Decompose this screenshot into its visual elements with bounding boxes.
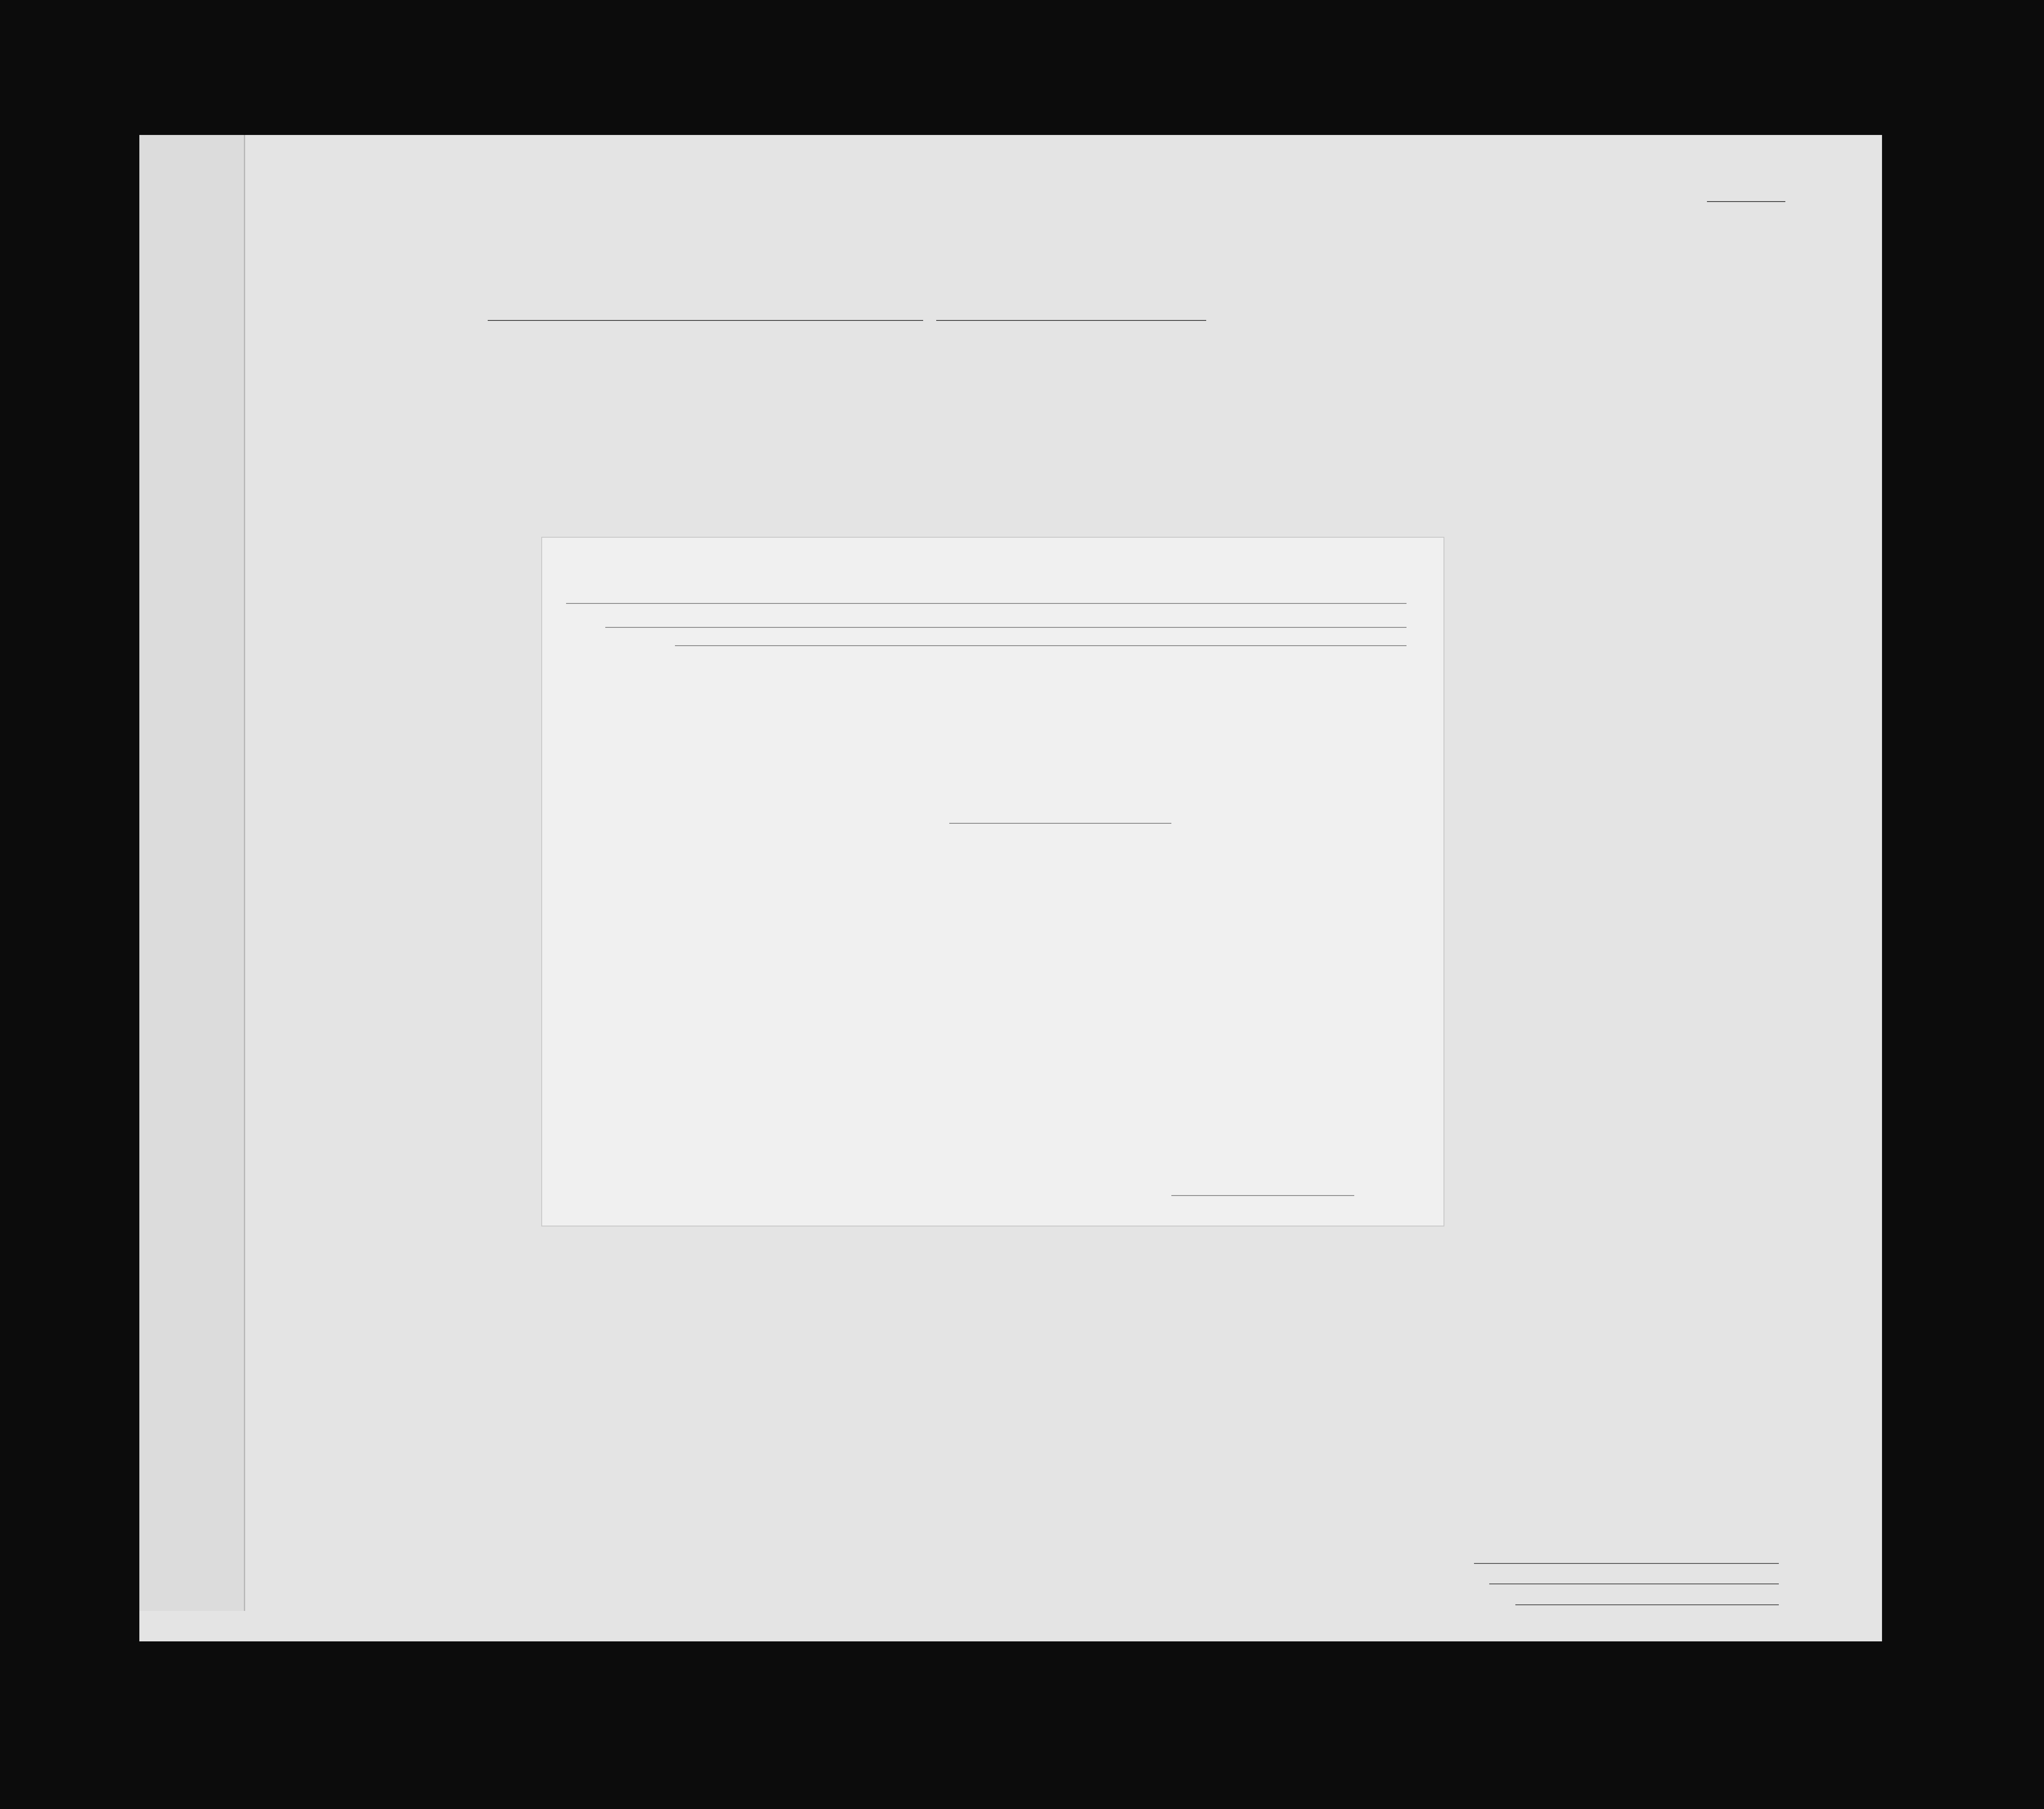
signature-line [1171, 1195, 1354, 1196]
entry-declaration-slip [542, 538, 1444, 1226]
list-underline [1707, 201, 1785, 202]
owners-underline [1489, 1583, 1779, 1584]
slip-line-departure [566, 603, 1407, 604]
slip-embarked-line [949, 823, 1171, 824]
slip-line-arrival [675, 645, 1407, 646]
local-agents-underline [1515, 1604, 1779, 1605]
port-underline [488, 320, 923, 321]
slip-line-owner [605, 627, 1407, 628]
date-underline [936, 320, 1206, 321]
line-underline [1474, 1563, 1779, 1564]
left-page-strip [139, 135, 245, 1611]
